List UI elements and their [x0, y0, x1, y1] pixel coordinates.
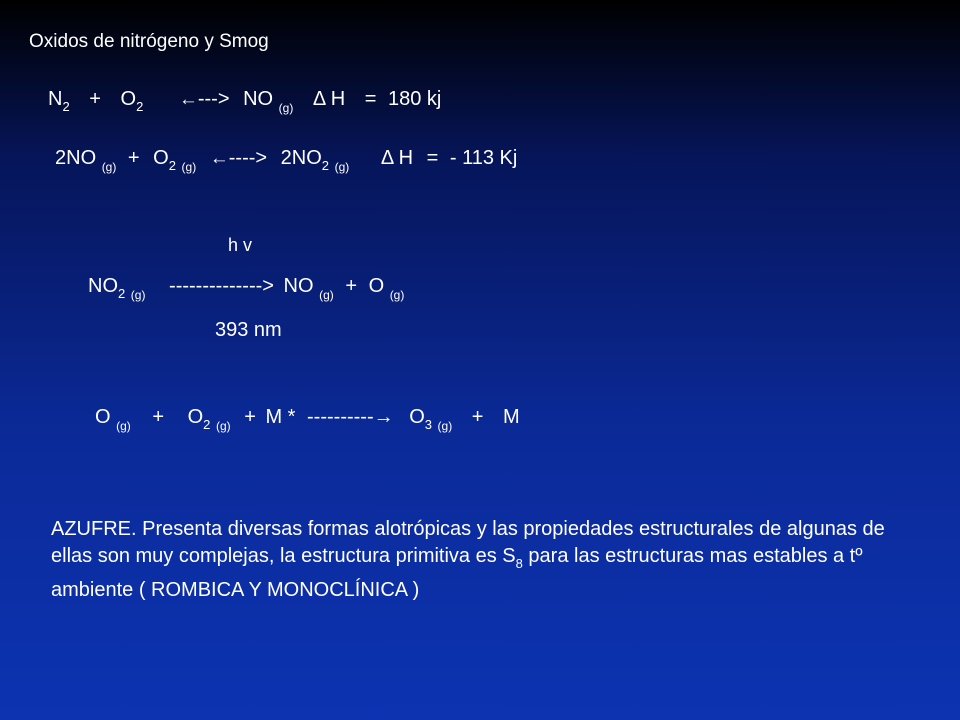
eq4-reactant1-state: (g): [116, 419, 131, 433]
eq1-nitrogen: N: [48, 88, 63, 110]
eq3-arrow: -------------->: [169, 275, 274, 297]
eq2-reactant2: O: [153, 147, 169, 169]
eq3-product2: O: [368, 275, 385, 297]
eq1-oxygen-sub: 2: [136, 99, 144, 114]
eq1-delta-h: Δ H: [312, 88, 346, 110]
eq1-value: 180 kj: [387, 88, 442, 110]
eq2-reactant1-state: (g): [101, 160, 117, 174]
eq1-arrow-icon: ←: [178, 89, 198, 110]
eq4-plus1: +: [152, 406, 165, 428]
eq2-product-state: (g): [334, 160, 350, 174]
eq4-arrow: ----------→: [307, 406, 394, 428]
eq4-plus3: +: [471, 406, 484, 428]
eq2-reactant2-state: (g): [181, 160, 197, 174]
eq2-reactant1: 2NO: [55, 147, 97, 169]
eq1-plus: +: [89, 88, 101, 110]
equation-1: [48, 87, 441, 120]
eq1-nitrogen-sub: 2: [62, 99, 70, 114]
eq1-oxygen: O: [120, 88, 137, 110]
eq1-product: NO: [243, 88, 274, 110]
eq2-reactant2-sub: 2: [168, 158, 176, 173]
azufre-text-part1: AZUFRE. Presenta diversas formas alotrópicas y las propiedades estructurales de algunas de ellas son muy complejas, la estructura primitiva es S: [51, 518, 885, 567]
eq4-reactant1: O: [95, 406, 111, 428]
eq3-energy-label: h v: [228, 235, 253, 255]
eq4-plus2: +: [244, 406, 256, 428]
eq2-equals: =: [426, 147, 439, 169]
equation-3: [88, 274, 404, 307]
equation-4: [95, 405, 520, 438]
eq3-reactant-state: (g): [130, 288, 146, 302]
eq3-product1-state: (g): [319, 288, 334, 302]
eq3-wavelength: 393 nm: [215, 319, 282, 341]
eq3-reactant-sub: 2: [118, 286, 126, 301]
eq2-arrow-tail: ---->: [228, 147, 268, 169]
eq1-product-state: (g): [278, 101, 294, 115]
eq3-reactant: NO: [88, 275, 118, 297]
azufre-text-part2: para las estructuras mas estables a tº ambiente ( ROMBICA Y MONOCLÍNICA ): [51, 544, 863, 601]
azufre-paragraph: [51, 516, 911, 604]
azufre-s8-sub: 8: [515, 555, 523, 571]
eq4-reactant2: O: [187, 406, 204, 428]
eq2-product-sub: 2: [321, 158, 330, 173]
eq4-reactant2-state: (g): [215, 419, 231, 433]
eq4-product-state: (g): [437, 419, 453, 433]
eq4-product2: M: [503, 406, 520, 428]
eq3-plus: +: [345, 275, 357, 297]
eq4-reactant2-sub: 2: [203, 417, 211, 432]
eq2-delta-h: Δ H: [380, 147, 414, 169]
eq2-product: 2NO: [280, 147, 322, 169]
eq1-equals: =: [364, 88, 377, 110]
equation-2: [55, 146, 517, 179]
eq2-arrow-icon: ←: [209, 148, 229, 169]
eq3-product1: NO: [283, 275, 314, 297]
eq4-catalyst: M *: [265, 406, 296, 428]
eq1-arrow-tail: --->: [197, 88, 230, 110]
eq2-value: - 113 Kj: [449, 147, 518, 169]
eq3-product2-state: (g): [389, 288, 405, 302]
eq4-product: O: [409, 406, 425, 428]
slide-title: Oxidos de nitrógeno y Smog: [29, 31, 269, 52]
eq2-plus: +: [127, 147, 140, 169]
eq4-product-sub: 3: [424, 417, 432, 432]
